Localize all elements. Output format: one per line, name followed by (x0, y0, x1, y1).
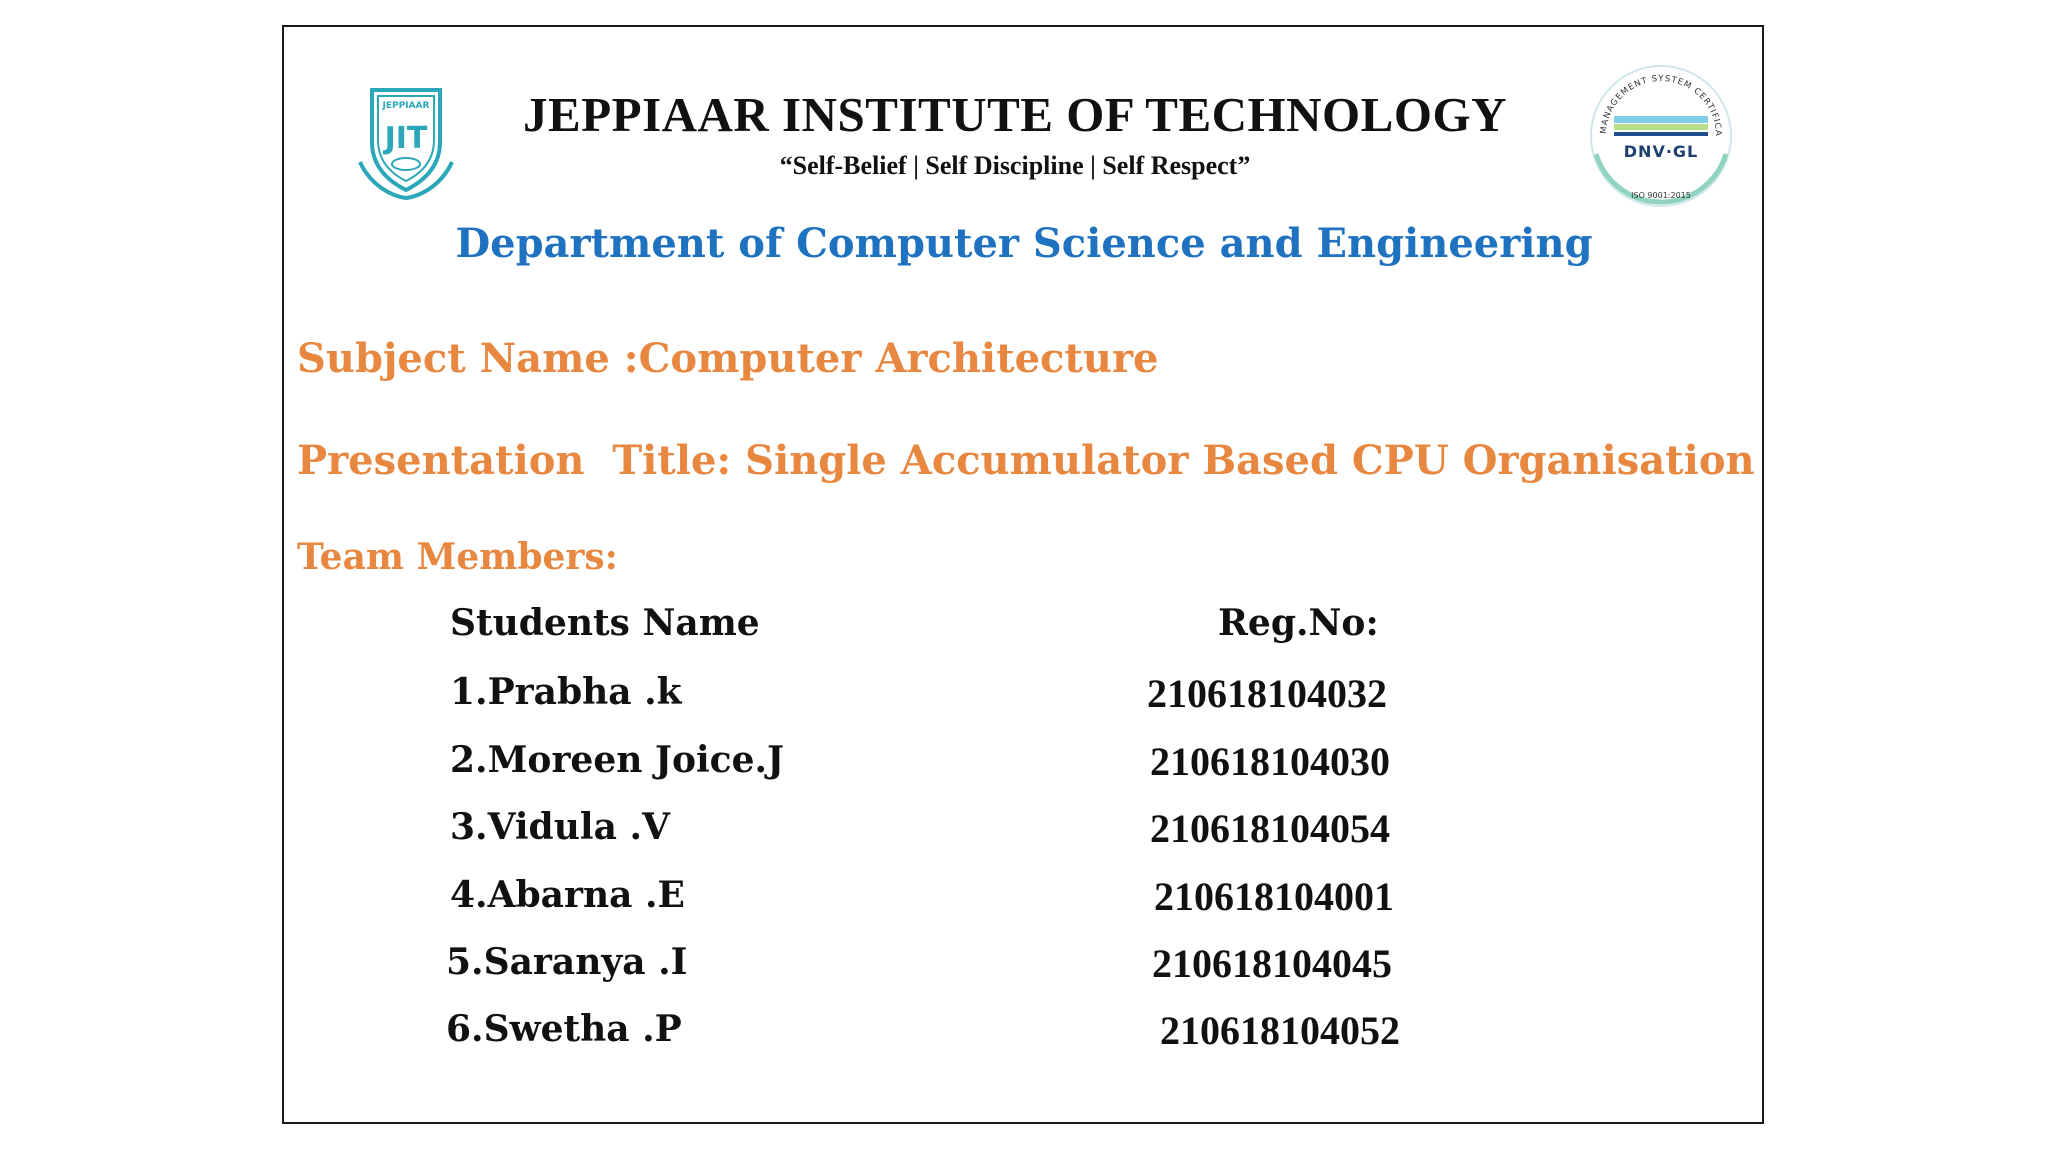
student-name: 1.Prabha .k (450, 671, 682, 713)
team-members-heading: Team Members: (297, 536, 618, 578)
student-name: 2.Moreen Joice.J (450, 739, 785, 781)
seal-ring-text: MANAGEMENT SYSTEM CERTIFICA (1598, 73, 1724, 137)
subject-name: Subject Name :Computer Architecture (297, 335, 1159, 382)
certification-seal (1584, 58, 1738, 208)
student-reg: 210618104045 (1152, 941, 1392, 986)
seal-brand: DNV·GL (1623, 142, 1699, 161)
student-reg: 210618104001 (1154, 874, 1394, 919)
logo-monogram: JIT (384, 121, 428, 156)
presentation-title: Presentation Title: Single Accumulator Based CPU Organisation (297, 437, 1755, 484)
student-name: 3.Vidula .V (450, 806, 670, 848)
student-name: 5.Saranya .I (446, 941, 688, 983)
student-reg: 210618104030 (1150, 739, 1390, 784)
seal-standard: ISO 9001:2015 (1631, 191, 1691, 200)
department-heading: Department of Computer Science and Engineering (455, 220, 1593, 267)
student-reg: 210618104052 (1160, 1008, 1400, 1053)
student-reg: 210618104054 (1150, 806, 1390, 851)
institute-motto: “Self-Belief | Self Discipline | Self Respect” (779, 151, 1251, 180)
logo-text: JEPPIAAR (382, 101, 430, 111)
reg-no-header: Reg.No: (1218, 602, 1379, 644)
students-name-header: Students Name (450, 602, 760, 644)
institute-name: JEPPIAAR INSTITUTE OF TECHNOLOGY (523, 87, 1507, 142)
student-name: 4.Abarna .E (450, 874, 685, 916)
institute-logo (356, 84, 456, 200)
student-name: 6.Swetha .P (446, 1008, 682, 1050)
student-reg: 210618104032 (1147, 671, 1387, 716)
